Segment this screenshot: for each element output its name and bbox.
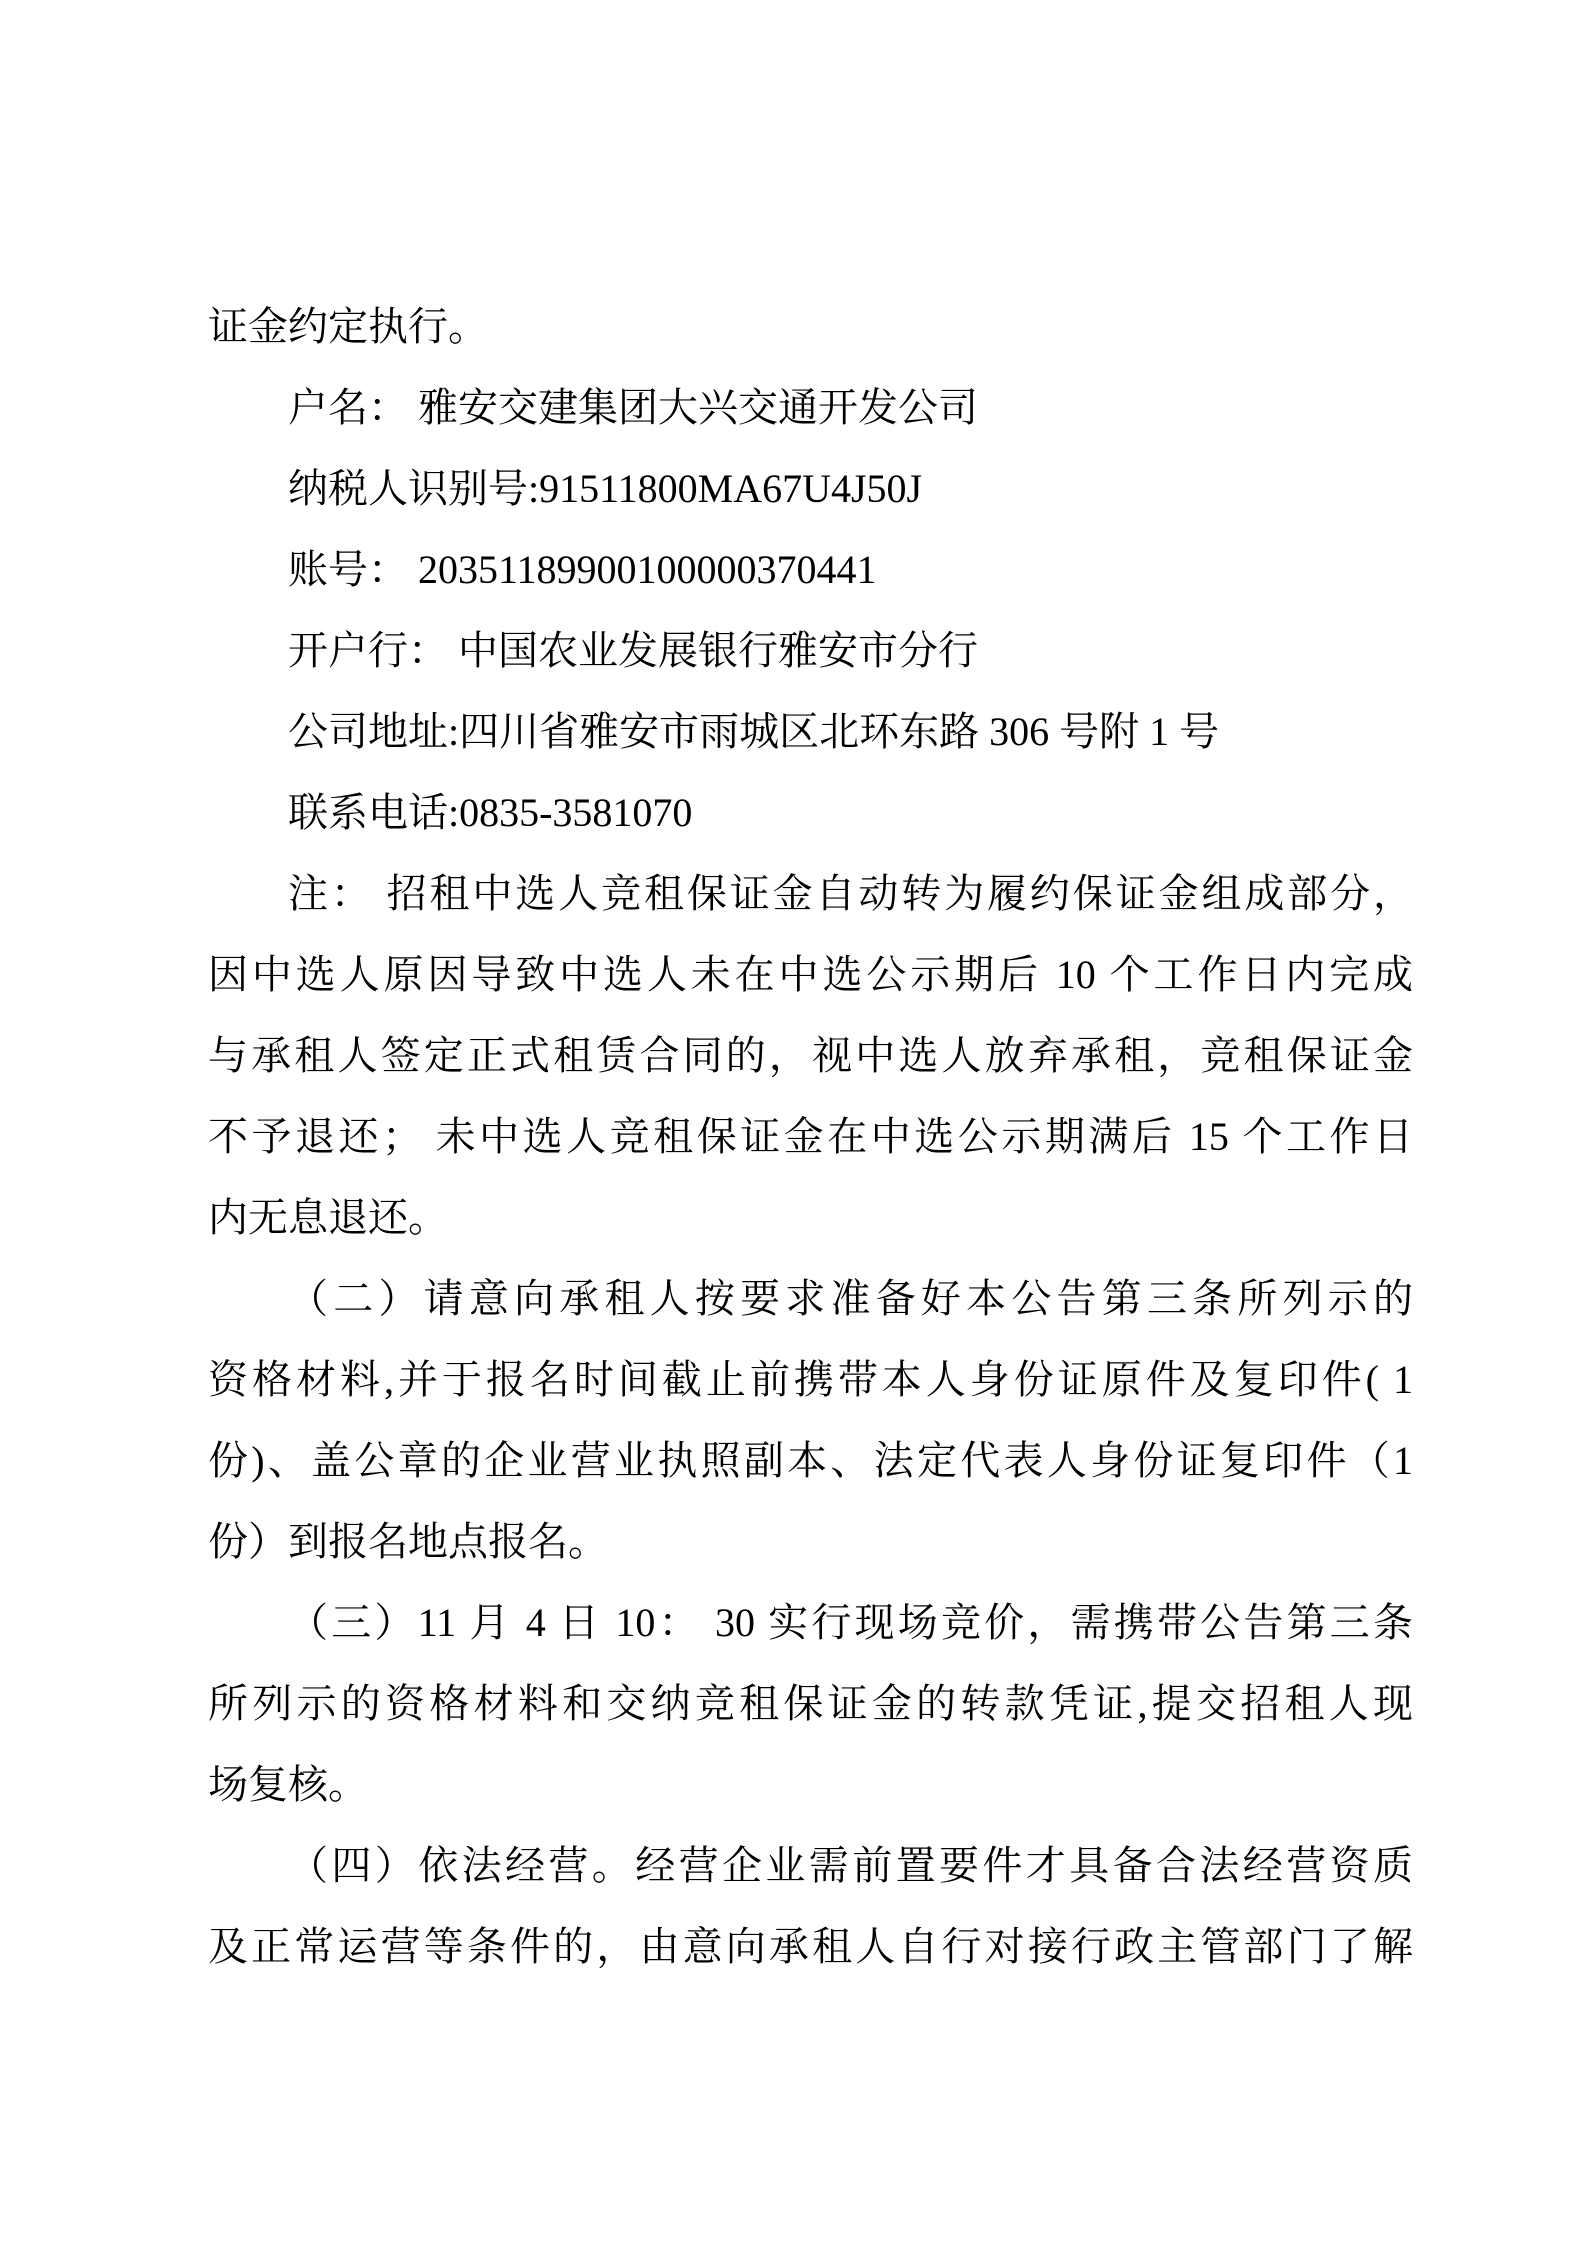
text-line: 及正常运营等条件的，由意向承租人自行对接行政主管部门了解 [208,1924,1413,1969]
text-line: 份)、盖公章的企业营业执照副本、法定代表人身份证复印件（1 [208,1438,1413,1483]
document-content [208,286,1413,1987]
text-line: 注： 招租中选人竞租保证金自动转为履约保证金组成部分， [288,871,1413,916]
text-line: 账号： 20351189900100000370441 [288,547,877,592]
text-line: 开户行： 中国农业发展银行雅安市分行 [288,628,978,673]
text-line: （四）依法经营。经营企业需前置要件才具备合法经营资质 [288,1843,1413,1888]
text-line: 因中选人原因导致中选人未在中选公示期后 10 个工作日内完成 [208,952,1413,997]
text-line: 份）到报名地点报名。 [208,1519,608,1564]
text-line: （二）请意向承租人按要求准备好本公告第三条所列示的 [288,1276,1413,1321]
text-line: 不予退还； 未中选人竞租保证金在中选公示期满后 15 个工作日 [208,1114,1413,1159]
text-line: 与承租人签定正式租赁合同的，视中选人放弃承租，竞租保证金 [208,1033,1413,1078]
text-line: 联系电话:0835-3581070 [288,790,693,835]
text-line: 资格材料,并于报名时间截止前携带本人身份证原件及复印件( 1 [208,1357,1413,1402]
text-line: 场复核。 [208,1762,368,1807]
text-line: 内无息退还。 [208,1195,448,1240]
text-line: 纳税人识别号:91511800MA67U4J50J [288,466,923,511]
text-line: 公司地址:四川省雅安市雨城区北环东路 306 号附 1 号 [288,709,1220,754]
text-line: 户名： 雅安交建集团大兴交通开发公司 [288,385,978,430]
text-line: 证金约定执行。 [208,304,488,349]
text-line: （三）11 月 4 日 10： 30 实行现场竞价，需携带公告第三条 [288,1600,1413,1645]
text-line: 所列示的资格材料和交纳竞租保证金的转款凭证,提交招租人现 [208,1681,1413,1726]
